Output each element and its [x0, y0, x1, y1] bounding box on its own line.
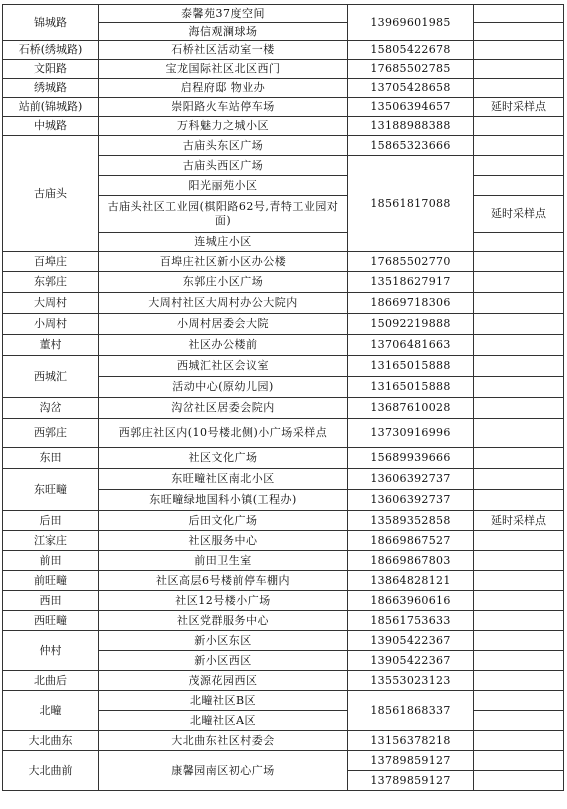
location-cell: 社区党群服务中心: [99, 611, 348, 631]
note-cell: [474, 79, 564, 98]
phone-cell: 13789859127: [348, 751, 474, 771]
location-cell: 宝龙国际社区北区西门: [99, 60, 348, 79]
note-cell: [474, 531, 564, 551]
table-row: [3, 335, 564, 356]
location-cell: 康馨园南区初心广场: [99, 751, 348, 791]
note-cell: [474, 771, 564, 791]
location-cell: 茂源花园西区: [99, 671, 348, 691]
table-row: [3, 751, 564, 771]
phone-cell: 18561868337: [348, 691, 474, 731]
area-cell: 西旺疃: [3, 611, 99, 631]
note-cell: [474, 398, 564, 419]
area-cell: 百埠庄: [3, 252, 99, 272]
note-cell: [474, 136, 564, 156]
table-row: [3, 731, 564, 751]
location-cell: 大周村社区大周村办公大院内: [99, 293, 348, 314]
table-row: [3, 611, 564, 631]
phone-cell: 13165015888: [348, 377, 474, 398]
table-row: [3, 314, 564, 335]
location-cell: 西城汇社区会议室: [99, 356, 348, 377]
location-cell: 东旺疃社区南北小区: [99, 469, 348, 490]
note-cell: [474, 490, 564, 511]
phone-cell: 13188988388: [348, 117, 474, 136]
area-cell: 西田: [3, 591, 99, 611]
note-cell: 延时采样点: [474, 196, 564, 233]
phone-cell: 13606392737: [348, 469, 474, 490]
table-row: [3, 591, 564, 611]
phone-cell: 18669867527: [348, 531, 474, 551]
area-cell: 北疃: [3, 691, 99, 731]
table-row: [3, 136, 564, 156]
location-cell: 北疃社区A区: [99, 711, 348, 731]
note-cell: [474, 691, 564, 711]
location-cell: 石桥社区活动室一楼: [99, 41, 348, 60]
note-cell: [474, 611, 564, 631]
phone-cell: 18561753633: [348, 611, 474, 631]
table-row: [3, 551, 564, 571]
location-cell: 大北曲东社区村委会: [99, 731, 348, 751]
phone-cell: 13730916996: [348, 419, 474, 448]
note-cell: [474, 731, 564, 751]
area-cell: 中城路: [3, 117, 99, 136]
note-cell: [474, 176, 564, 196]
phone-cell: 13905422367: [348, 651, 474, 671]
note-cell: [474, 671, 564, 691]
location-cell: 沟岔社区居委会院内: [99, 398, 348, 419]
table-row: [3, 511, 564, 531]
location-cell: 新小区西区: [99, 651, 348, 671]
area-cell: 大周村: [3, 293, 99, 314]
location-cell: 新小区东区: [99, 631, 348, 651]
note-cell: [474, 60, 564, 79]
area-cell: 西郭庄: [3, 419, 99, 448]
area-cell: 小周村: [3, 314, 99, 335]
phone-cell: 13969601985: [348, 5, 474, 41]
note-cell: [474, 377, 564, 398]
note-cell: [474, 711, 564, 731]
location-cell: 古庙头西区广场: [99, 156, 348, 176]
table-row: [3, 398, 564, 419]
table-row: [3, 356, 564, 377]
phone-cell: 13864828121: [348, 571, 474, 591]
location-cell: 后田文化广场: [99, 511, 348, 531]
area-cell: 古庙头: [3, 136, 99, 252]
note-cell: [474, 419, 564, 448]
area-cell: 董村: [3, 335, 99, 356]
note-cell: [474, 156, 564, 176]
table-row: [3, 252, 564, 272]
table-row: [3, 469, 564, 490]
note-cell: [474, 571, 564, 591]
location-cell: 启程府邸 物业办: [99, 79, 348, 98]
area-cell: 前田: [3, 551, 99, 571]
table-row: [3, 671, 564, 691]
phone-cell: 17685502770: [348, 252, 474, 272]
note-cell: [474, 651, 564, 671]
location-cell: 连城庄小区: [99, 233, 348, 252]
location-cell: 东郭庄小区广场: [99, 272, 348, 293]
note-cell: [474, 356, 564, 377]
note-cell: [474, 272, 564, 293]
note-cell: 延时采样点: [474, 511, 564, 531]
phone-cell: 17685502785: [348, 60, 474, 79]
area-cell: 石桥(绣城路): [3, 41, 99, 60]
area-cell: 站前(锦城路): [3, 98, 99, 117]
location-cell: 社区文化广场: [99, 448, 348, 469]
table-body: [3, 5, 564, 791]
area-cell: 东郭庄: [3, 272, 99, 293]
phone-cell: 13687610028: [348, 398, 474, 419]
phone-cell: 15689939666: [348, 448, 474, 469]
table-row: [3, 60, 564, 79]
location-cell: 北疃社区B区: [99, 691, 348, 711]
location-cell: 百埠庄社区新小区办公楼: [99, 252, 348, 272]
note-cell: [474, 751, 564, 771]
table-row: [3, 448, 564, 469]
location-cell: 东旺疃绿地国科小镇(工程办): [99, 490, 348, 511]
table-row: [3, 691, 564, 711]
phone-cell: 15092219888: [348, 314, 474, 335]
area-cell: 北曲后: [3, 671, 99, 691]
location-cell: 阳光丽苑小区: [99, 176, 348, 196]
note-cell: [474, 233, 564, 252]
area-cell: 大北曲前: [3, 751, 99, 791]
phone-cell: 13553023123: [348, 671, 474, 691]
table-row: [3, 272, 564, 293]
note-cell: [474, 335, 564, 356]
note-cell: [474, 117, 564, 136]
phone-cell: 13156378218: [348, 731, 474, 751]
note-cell: [474, 23, 564, 41]
area-cell: 东田: [3, 448, 99, 469]
location-cell: 社区服务中心: [99, 531, 348, 551]
table-row: [3, 98, 564, 117]
table-row: [3, 419, 564, 448]
location-cell: 小周村居委会大院: [99, 314, 348, 335]
location-cell: 古庙头社区工业园(棋阳路62号,青特工业园对面): [99, 196, 348, 233]
note-cell: [474, 448, 564, 469]
phone-cell: 13705428658: [348, 79, 474, 98]
note-cell: 延时采样点: [474, 98, 564, 117]
phone-cell: 13606392737: [348, 490, 474, 511]
location-cell: 活动中心(原幼儿园): [99, 377, 348, 398]
phone-cell: 13165015888: [348, 356, 474, 377]
location-cell: 社区办公楼前: [99, 335, 348, 356]
phone-cell: 13905422367: [348, 631, 474, 651]
phone-cell: 13518627917: [348, 272, 474, 293]
table-row: [3, 5, 564, 23]
note-cell: [474, 314, 564, 335]
location-cell: 西郭庄社区内(10号楼北侧)小广场采样点: [99, 419, 348, 448]
location-cell: 海信观澜球场: [99, 23, 348, 41]
phone-cell: 15865323666: [348, 136, 474, 156]
table-row: [3, 79, 564, 98]
phone-cell: 18663960616: [348, 591, 474, 611]
table-row: [3, 571, 564, 591]
area-cell: 文阳路: [3, 60, 99, 79]
table-row: [3, 293, 564, 314]
note-cell: [474, 293, 564, 314]
phone-cell: 18561817088: [348, 156, 474, 252]
location-cell: 社区12号楼小广场: [99, 591, 348, 611]
location-cell: 万科魅力之城小区: [99, 117, 348, 136]
sampling-points-table: [2, 4, 564, 791]
location-cell: 前田卫生室: [99, 551, 348, 571]
table-row: [3, 531, 564, 551]
phone-cell: 13789859127: [348, 771, 474, 791]
note-cell: [474, 5, 564, 23]
note-cell: [474, 551, 564, 571]
location-cell: 泰馨苑37度空间: [99, 5, 348, 23]
note-cell: [474, 469, 564, 490]
phone-cell: 13589352858: [348, 511, 474, 531]
note-cell: [474, 252, 564, 272]
area-cell: 沟岔: [3, 398, 99, 419]
area-cell: 锦城路: [3, 5, 99, 41]
area-cell: 东旺疃: [3, 469, 99, 511]
area-cell: 仲村: [3, 631, 99, 671]
area-cell: 绣城路: [3, 79, 99, 98]
note-cell: [474, 631, 564, 651]
location-cell: 崇阳路火车站停车场: [99, 98, 348, 117]
phone-cell: 18669867803: [348, 551, 474, 571]
location-cell: 古庙头东区广场: [99, 136, 348, 156]
phone-cell: 13706481663: [348, 335, 474, 356]
area-cell: 西城汇: [3, 356, 99, 398]
note-cell: [474, 591, 564, 611]
note-cell: [474, 41, 564, 60]
phone-cell: 13506394657: [348, 98, 474, 117]
table-row: [3, 41, 564, 60]
phone-cell: 15805422678: [348, 41, 474, 60]
table-row: [3, 631, 564, 651]
area-cell: 江家庄: [3, 531, 99, 551]
phone-cell: 18669718306: [348, 293, 474, 314]
area-cell: 大北曲东: [3, 731, 99, 751]
area-cell: 后田: [3, 511, 99, 531]
location-cell: 社区高层6号楼前停车棚内: [99, 571, 348, 591]
area-cell: 前旺疃: [3, 571, 99, 591]
table-row: [3, 117, 564, 136]
